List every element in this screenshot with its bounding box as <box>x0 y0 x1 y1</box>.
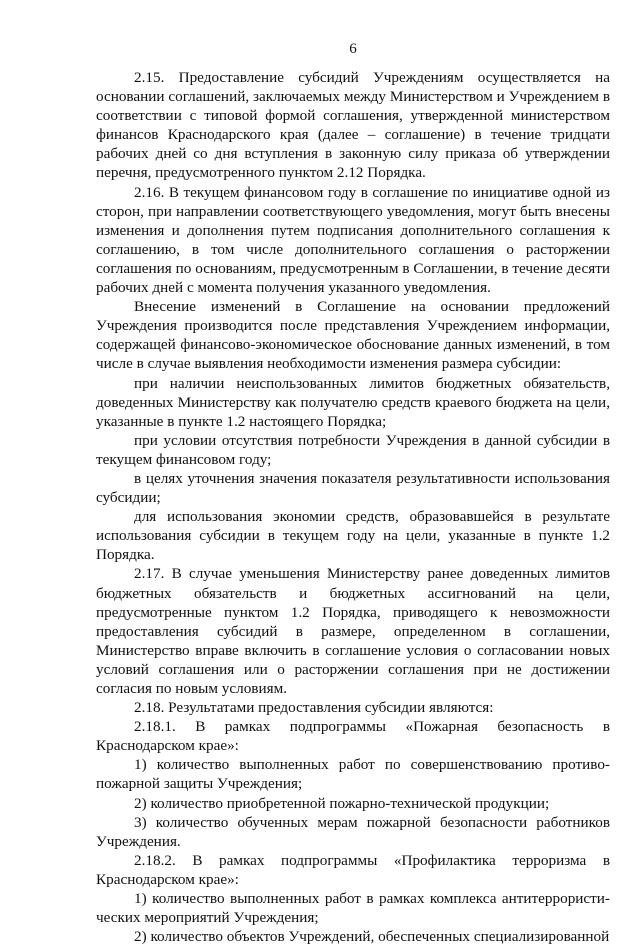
paragraph-2-18-2: 2.18.2. В рамках подпрограммы «Профилактика терроризма в Краснодарском крае»: <box>96 851 610 888</box>
paragraph-unused-limits: при наличии неиспользованных лимитов бюджетных обязательств, доведенных Министерству как получателю средств краевого бюджета на цели, указанные в пункте 1.2 настоящего Порядка; <box>96 374 610 430</box>
list-item: 1) количество выполненных работ по совершенствованию противо-пожарной защиты Учреждения; <box>96 756 610 793</box>
paragraph-2-18-1: 2.18.1. В рамках подпрограммы «Пожарная безопасность в Краснодарском крае»: <box>96 718 610 755</box>
paragraph-2-18: 2.18. Результатами предоставления субсидии являются: <box>134 699 494 717</box>
document-body <box>96 68 610 946</box>
paragraph-amendments: Внесение изменений в Соглашение на основании предложений Учреждения производится после представления Учреждением информации, содержащей финансово-экономическое обоснование данных изменений, в том числе в случае выявления необходимости изменения размера субсидии: <box>96 298 610 373</box>
paragraph-indicator: в целях уточнения значения показателя результативности использования субсидии; <box>96 469 610 507</box>
list-item: 2) количество приобретенной пожарно-технической продукции; <box>134 794 550 812</box>
page-number: 6 <box>349 41 357 57</box>
paragraph-savings: для использования экономии средств, образовавшейся в результате использования субсидии в текущем году на цели, указанные в пункте 1.2 Порядка. <box>96 508 610 564</box>
list-item: 3) количество обученных мерам пожарной безопасности работников Учреждения. <box>96 813 610 850</box>
paragraph-2-15: 2.15. Предоставление субсидий Учреждениям осуществляется на основании соглашений, заключаемых между Министерством и Учреждением в соответствии с типовой формой соглашения, утвержденной министерством финансов Краснодарского края (далее – соглашение) в течение тридцати рабочих дней со дня вступления в законную силу приказа об утверждении перечня, предусмотренного пунктом 2.12 Порядка. <box>96 69 610 182</box>
list-item: 2) количество объектов Учреждений, обеспеченных специализированной <box>134 928 610 946</box>
list-item: 1) количество выполненных работ в рамках комплекса антитеррористи-ческих мероприятий Учреждения; <box>96 890 610 927</box>
paragraph-2-17: 2.17. В случае уменьшения Министерству ранее доведенных лимитов бюджетных обязательств и бюджетных ассигнований на цели, предусмотренные пунктом 1.2 Порядка, приводящего к невозможности предоставления субсидий в размере, определенном в соглашении, Министерство вправе включить в соглашение условия о согласовании новых условий соглашения или о расторжении соглашения при не достижении согласия по новым условиям. <box>96 565 610 697</box>
paragraph-2-16: 2.16. В текущем финансовом году в соглашение по инициативе одной из сторон, при направлении соответствующего уведомления, могут быть внесены изменения и дополнения путем подписания дополнительного соглашения к соглашению, в том числе дополнительного соглашения о расторжении соглашения по основаниям, предусмотренным в Соглашении, в течение десяти рабочих дней с момента получения указанного уведомления. <box>96 183 610 297</box>
paragraph-no-need: при условии отсутствия потребности Учреждения в данной субсидии в текущем финансовом году; <box>96 431 610 468</box>
